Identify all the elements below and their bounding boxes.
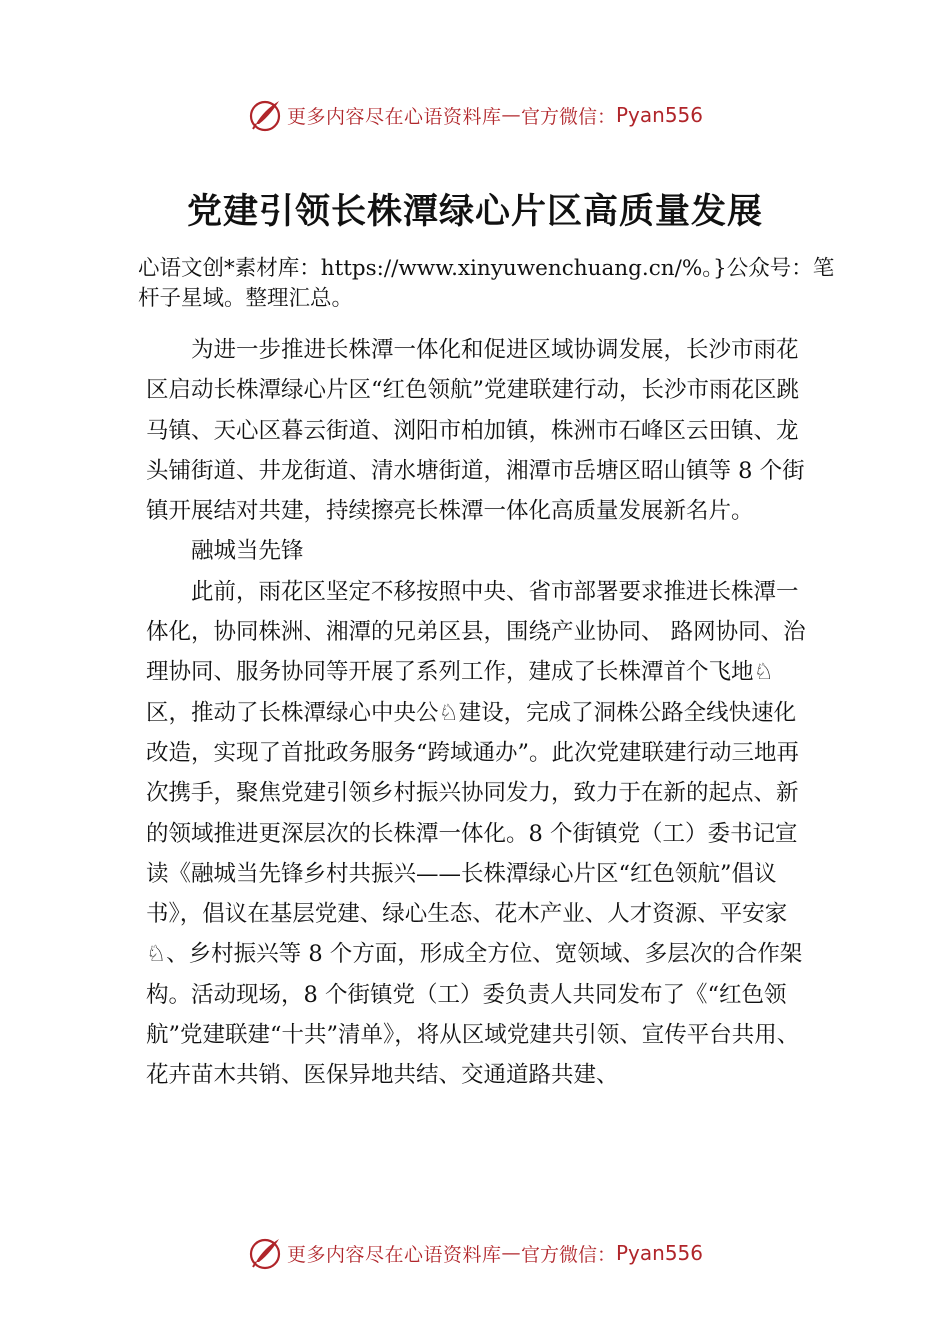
watermark-text: 更多内容尽在心语资料库: [286, 105, 502, 128]
section-heading: 融城当先锋: [191, 538, 304, 565]
watermark-wechat-id: Pyan556: [616, 103, 704, 127]
document-body: [146, 330, 818, 1096]
document-title: 党建引领长株潭绿心片区高质量发展: [186, 192, 763, 232]
quill-logo-icon: [247, 1235, 283, 1271]
watermark-dash: —: [501, 104, 521, 126]
paragraph: 此前，雨花区坚定不移按照中央、省市部署要求推进长株潭一体化，协同株洲、湘潭的兄弟区县，围绕产业协同、 路网协同、治理协同、服务协同等开展了系列工作，建成了长株潭首个飞地♘区，推动了长株潭绿心中央公♘建设，完成了洞株公路全线快速化改造，实现了首批政务服务“跨域通办”。此次党建联建行动三地再次携手，聚焦党建引领乡村振兴协同发力，致力于在新的起点、新的领域推进更深层次的长株潭一体化。8 个街镇党（工）委书记宣读《融城当先锋乡村共振兴——长株潭绿心片区“红色领航”倡议书》，倡议在基层党建、绿心生态、花木产业、人才资源、平安家♘、乡村振兴等 8 个方面，形成全方位、宽领域、多层次的合作架构。活动现场，8 个街镇党（工）委负责人共同发布了《“红色领航”党建联建“十共”清单》，将从区域党建共引领、宣传平台共用、花卉苗木共销、医保异地共结、交通道路共建、: [146, 578, 806, 1089]
watermark-text: 更多内容尽在心语资料库: [286, 1243, 502, 1266]
quill-logo-icon: [247, 97, 283, 133]
watermark-wechat-label: 官方微信：: [520, 1243, 616, 1266]
paragraph: 为进一步推进长株潭一体化和促进区域协调发展，长沙市雨花区启动长株潭绿心片区“红色领航”党建联建行动，长沙市雨花区跳马镇、天心区暮云街道、浏阳市柏加镇，株洲市石峰区云田镇、龙头铺街道、井龙街道、清水塘街道，湘潭市岳塘区昭山镇等 8 个街镇开展结对共建，持续擦亮长株潭一体化高质量发展新名片。: [146, 337, 805, 525]
watermark-wechat-id: Pyan556: [616, 1241, 704, 1265]
watermark-dash: —: [501, 1242, 521, 1264]
watermark-wechat-label: 官方微信：: [520, 105, 616, 128]
source-line: 心语文创*素材库：https://www.xinyuwenchuang.cn/%。}公众号：笔杆子星域。整理汇总。: [138, 256, 835, 311]
watermark-banner-top: [0, 95, 950, 135]
watermark-banner-bottom: [0, 1233, 950, 1273]
